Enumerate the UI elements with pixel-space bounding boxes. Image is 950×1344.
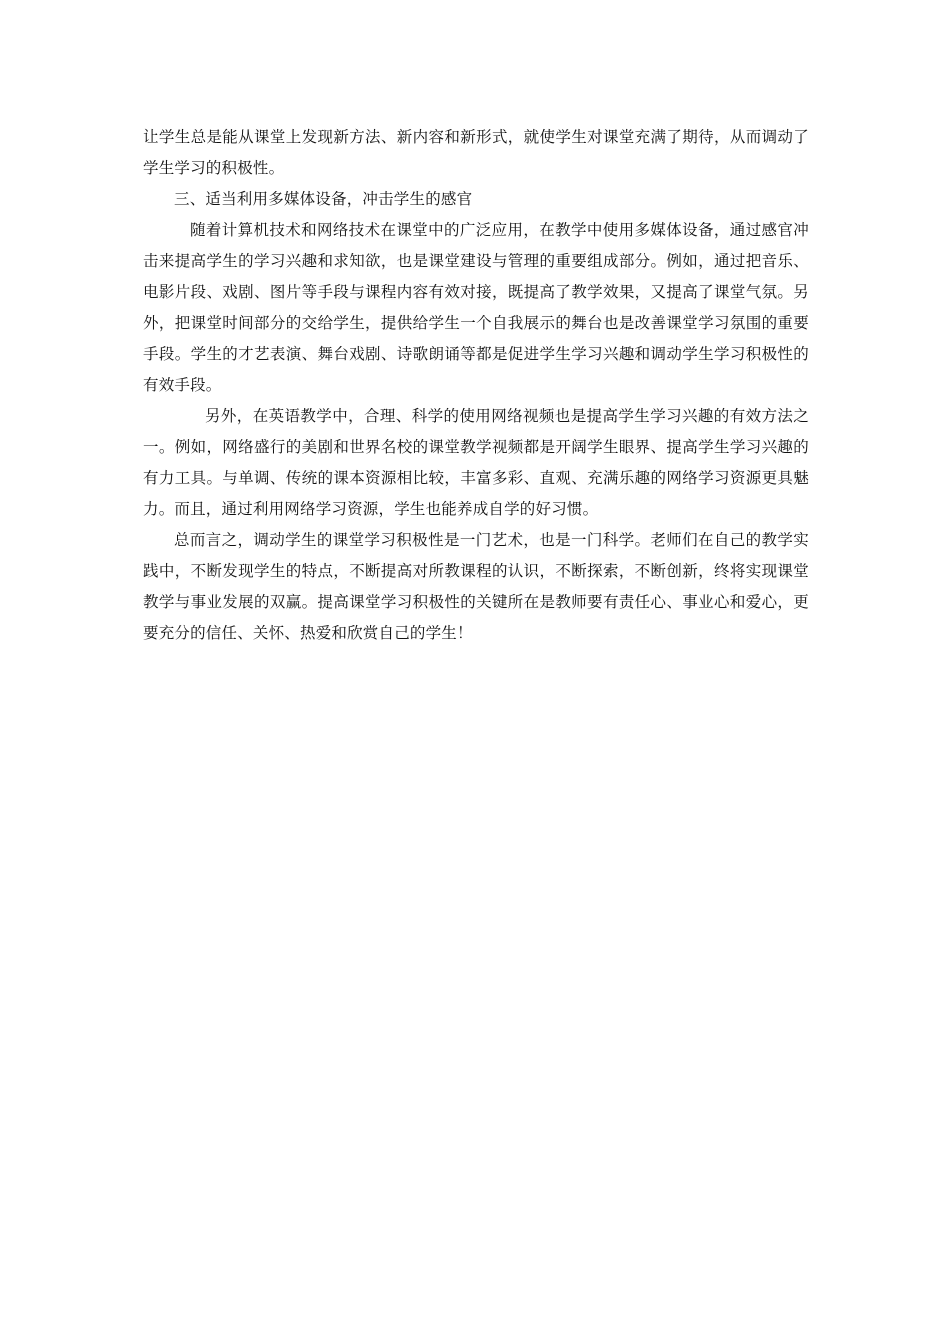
paragraph-multimedia: 随着计算机技术和网络技术在课堂中的广泛应用，在教学中使用多媒体设备，通过感官冲击来提高学生的学习兴趣和求知欲，也是课堂建设与管理的重要组成部分。例如，通过把音乐、电影片段、戏剧、图片等手段与课程内容有效对接，既提高了教学效果，又提高了课堂气氛。另外，把课堂时间部分的交给学生，提供给学生一个自我展示的舞台也是改善课堂学习氛围的重要手段。学生的才艺表演、舞台戏剧、诗歌朗诵等都是促进学生学习兴趣和调动学生学习积极性的有效手段。	[143, 221, 809, 394]
paragraph-conclusion: 总而言之，调动学生的课堂学习积极性是一门艺术，也是一门科学。老师们在自己的教学实践中，不断发现学生的特点，不断提高对所教课程的认识，不断探索，不断创新，终将实现课堂教学与事业发展的双赢。提高课堂学习积极性的关键所在是教师要有责任心、事业心和爱心，更要充分的信任、关怀、热爱和欣赏自己的学生！	[143, 531, 809, 642]
document-body	[143, 122, 809, 649]
section-heading: 三、适当利用多媒体设备，冲击学生的感官	[174, 190, 473, 208]
paragraph-continuation: 让学生总是能从课堂上发现新方法、新内容和新形式，就使学生对课堂充满了期待，从而调动了学生学习的积极性。	[143, 128, 809, 177]
paragraph-online-video: 另外，在英语教学中，合理、科学的使用网络视频也是提高学生学习兴趣的有效方法之一。例如，网络盛行的美剧和世界名校的课堂教学视频都是开阔学生眼界、提高学生学习兴趣的有力工具。与单调、传统的课本资源相比较，丰富多彩、直观、充满乐趣的网络学习资源更具魅力。而且，通过利用网络学习资源，学生也能养成自学的好习惯。	[143, 407, 809, 518]
